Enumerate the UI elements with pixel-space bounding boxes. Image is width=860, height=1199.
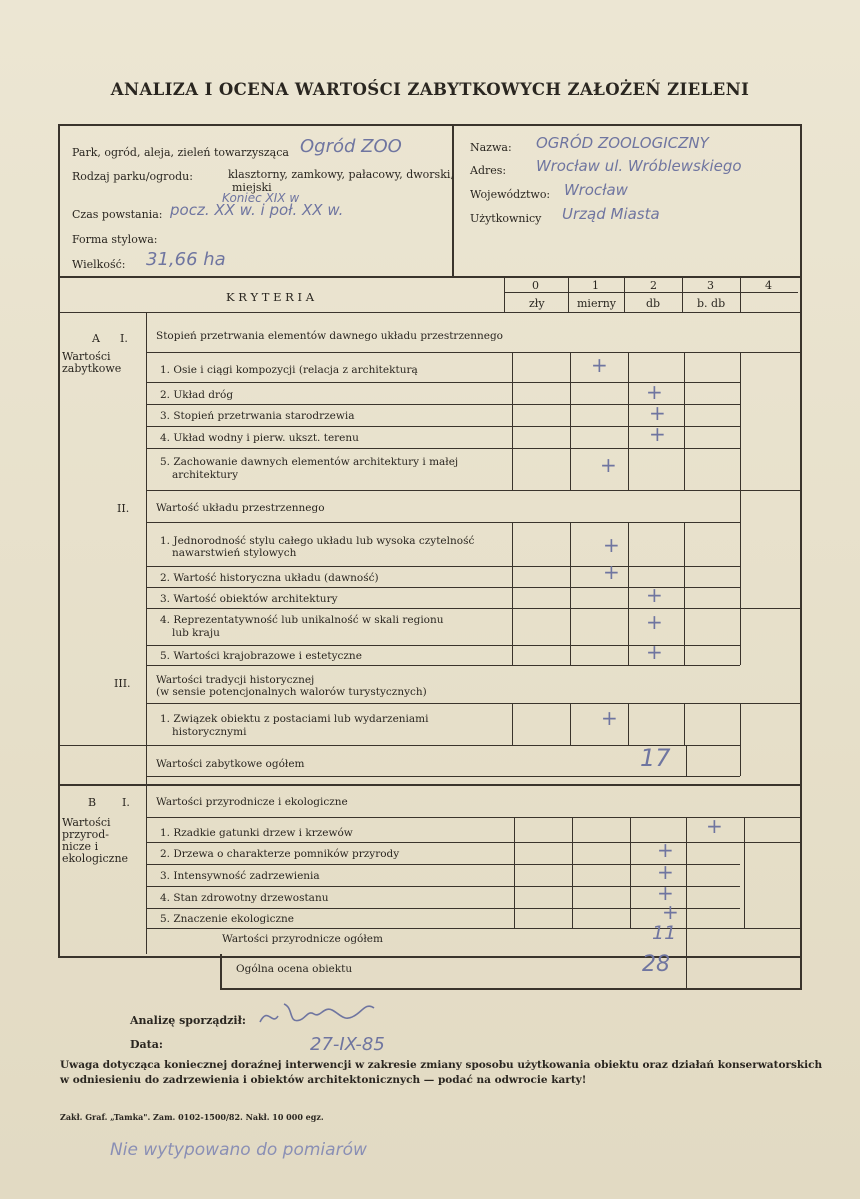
printer-info: Zakł. Graf. „Tamka". Zam. 0102-1500/82. Nakł. 10 000 egz. (60, 1112, 324, 1122)
scale-word-3: b. db (697, 297, 726, 310)
criterion-a1-3: 3. Stopień przetrwania starodrzewia (160, 410, 355, 422)
section-b-name-2: przyrod- (62, 828, 109, 841)
adres-label: Adres: (470, 164, 507, 177)
wojewodztwo-label: Województwo: (470, 188, 551, 201)
scale-4: 4 (765, 279, 772, 292)
rating-mark: + (603, 533, 620, 557)
section-a-name: Wartości (62, 350, 111, 363)
rating-mark: + (706, 814, 723, 838)
rating-mark: + (649, 422, 666, 446)
criterion-a2-4: 4. Reprezentatywność lub unikalność w skali regionu (160, 614, 444, 626)
rodzaj-label: Rodzaj parku/ogrodu: (72, 170, 193, 183)
rating-mark: + (591, 353, 608, 377)
uwaga-note (60, 1058, 840, 1088)
rating-mark: + (657, 838, 674, 862)
criterion-a2-4-cont: lub kraju (172, 627, 220, 639)
scale-1: 1 (592, 279, 599, 292)
scale-word-2: db (646, 297, 661, 310)
total-b-value: 11 (652, 922, 677, 944)
kryteria-header: K R Y T E R I A (226, 290, 315, 304)
criterion-a1-2: 2. Układ dróg (160, 389, 234, 401)
rodzaj-options-2: miejski (232, 181, 272, 194)
rating-mark: + (646, 380, 663, 404)
section-b-name: Wartości (62, 816, 111, 829)
criterion-a1-5: 5. Zachowanie dawnych elementów architektury i małej (160, 456, 459, 468)
group-ii-roman: II. (117, 502, 130, 515)
group-iii-roman: III. (114, 677, 131, 690)
wojewodztwo-value: Wrocław (564, 181, 628, 199)
criterion-a2-1-cont: nawarstwień stylowych (172, 547, 297, 559)
criterion-a1-1: 1. Osie i ciągi kompozycji (relacja z architekturą (160, 364, 418, 376)
section-a-roman: I. (120, 332, 128, 345)
czas-value-top: Koniec XIX w (222, 191, 300, 205)
uwaga-line-1: Uwaga dotycząca koniecznej doraźnej interwencji w zakresie zmiany sposobu użytkowania obiektu oraz działań konserwatorskich (60, 1059, 823, 1071)
data-label: Data: (130, 1038, 163, 1051)
criterion-a2-1: 1. Jednorodność stylu całego układu lub wysoka czytelność (160, 535, 475, 547)
section-a-name-2: zabytkowe (62, 362, 122, 375)
uzytkownicy-label: Użytkownicy (470, 212, 542, 225)
scale-3: 3 (707, 279, 714, 292)
rating-mark: + (646, 610, 663, 634)
uwaga-line-2: w odniesieniu do zadrzewienia i obiektów architektonicznych — podać na odwrocie karty! (60, 1074, 587, 1086)
nazwa-value: OGRÓD ZOOLOGICZNY (536, 134, 709, 152)
page-title: ANALIZA I OCENA WARTOŚCI ZABYTKOWYCH ZAŁOŻEŃ ZIELENI (110, 80, 750, 99)
criterion-a2-2: 2. Wartość historyczna układu (dawność) (160, 572, 379, 584)
section-b-roman: I. (122, 796, 130, 809)
signature-image (254, 996, 384, 1036)
adres-value: Wrocław ul. Wróblewskiego (536, 157, 742, 175)
wielkosc-label: Wielkość: (72, 258, 126, 271)
rating-mark: + (601, 706, 618, 730)
rating-mark: + (649, 401, 666, 425)
czas-label: Czas powstania: (72, 208, 163, 221)
czas-value: pocz. XX w. i poł. XX w. (170, 201, 344, 219)
overall-label: Ogólna ocena obiektu (236, 963, 353, 975)
park-value: Ogród ZOO (300, 136, 402, 157)
wielkosc-value: 31,66 ha (146, 249, 226, 270)
criterion-a2-5: 5. Wartości krajobrazowe i estetyczne (160, 650, 362, 662)
scale-word-1: mierny (577, 297, 617, 310)
section-b-letter: B (88, 796, 97, 809)
section-b-name-4: ekologiczne (62, 852, 129, 865)
total-a-value: 17 (640, 744, 671, 772)
group-ii-title: Wartość układu przestrzennego (156, 502, 325, 514)
scale-word-0: zły (529, 297, 545, 310)
criterion-a2-3: 3. Wartość obiektów architektury (160, 593, 338, 605)
uzytkownicy-value: Urząd Miasta (562, 205, 660, 223)
criterion-b-4: 4. Stan zdrowotny drzewostanu (160, 892, 329, 904)
criterion-b-3: 3. Intensywność zadrzewienia (160, 870, 320, 882)
section-b-name-3: nicze i (62, 840, 99, 853)
scale-2: 2 (650, 279, 657, 292)
forma-label: Forma stylowa: (72, 233, 158, 246)
total-a-label: Wartości zabytkowe ogółem (156, 758, 305, 770)
overall-value: 28 (642, 952, 670, 977)
sporzadzil-label: Analizę sporządził: (130, 1014, 246, 1027)
park-label: Park, ogród, aleja, zieleń towarzysząca (72, 146, 289, 159)
scale-0: 0 (532, 279, 539, 292)
criterion-a1-5-cont: architektury (172, 469, 239, 481)
criterion-a3-1-cont: historycznymi (172, 726, 247, 738)
group-iii-title-2: (w sensie potencjonalnych walorów turystycznych) (156, 686, 427, 698)
criterion-b-5: 5. Znaczenie ekologiczne (160, 913, 295, 925)
rating-mark: + (646, 583, 663, 607)
criterion-a1-4: 4. Układ wodny i pierw. ukszt. terenu (160, 432, 359, 444)
data-value: 27-IX-85 (310, 1034, 385, 1055)
rating-mark: + (662, 900, 679, 924)
total-b-label: Wartości przyrodnicze ogółem (222, 933, 383, 945)
nazwa-label: Nazwa: (470, 141, 512, 154)
rating-mark: + (600, 453, 617, 477)
rating-mark: + (646, 640, 663, 664)
rodzaj-options: klasztorny, zamkowy, pałacowy, dworski, (228, 168, 454, 181)
rating-mark: + (657, 860, 674, 884)
rating-mark: + (657, 881, 674, 905)
criterion-b-2: 2. Drzewa o charakterze pomników przyrody (160, 848, 400, 860)
handwritten-note: Nie wytypowano do pomiarów (110, 1140, 367, 1160)
group-iii-title: Wartości tradycji historycznej (156, 674, 315, 686)
criterion-b-1: 1. Rzadkie gatunki drzew i krzewów (160, 827, 353, 839)
criterion-a3-1: 1. Związek obiektu z postaciami lub wydarzeniami (160, 713, 429, 725)
group-i-title: Stopień przetrwania elementów dawnego układu przestrzennego (156, 330, 503, 342)
rating-mark: + (603, 560, 620, 584)
section-a-letter: A (92, 332, 100, 345)
section-b-title: Wartości przyrodnicze i ekologiczne (156, 796, 348, 808)
